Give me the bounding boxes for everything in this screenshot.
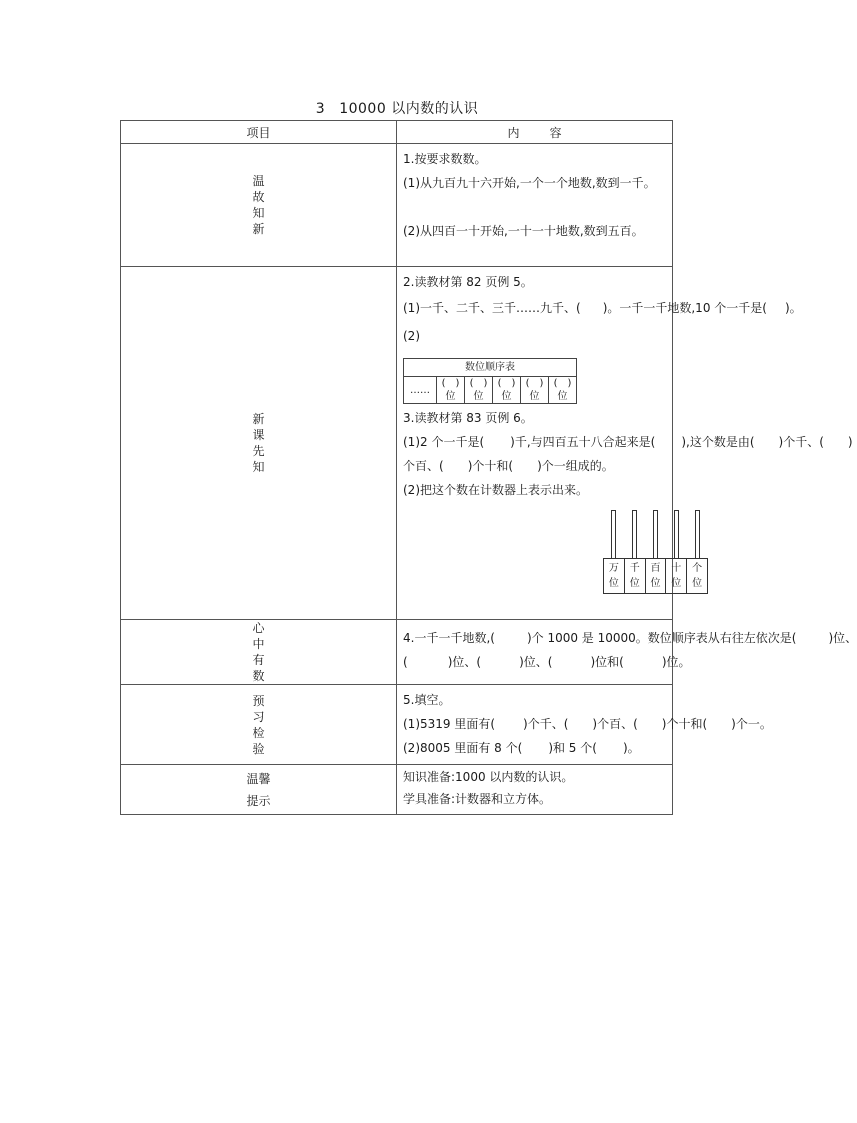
review-label-char: 故: [252, 190, 265, 204]
mind-row: [121, 620, 673, 685]
text-fragment: (1)2 个一千是(: [403, 435, 485, 449]
tips-content: [397, 765, 673, 815]
text-fragment: )千,与四百五十八合起来是(: [510, 435, 656, 449]
abacus-rod: [632, 510, 637, 558]
review-line-1: 1.按要求数数。: [403, 152, 487, 166]
header-content-a: 内: [507, 125, 520, 140]
text-fragment: (2)8005 里面有 8 个(: [403, 741, 523, 755]
place-value-cell[interactable]: [465, 377, 493, 404]
newlesson-line-6: [403, 454, 666, 478]
header-item: 项目: [121, 121, 397, 144]
preview-line-3: [403, 736, 666, 760]
text-fragment: )个 1000 是 10000。数位顺序表从右往左依次是(: [526, 631, 797, 645]
newlesson-label-char: 课: [252, 428, 265, 442]
preview-label-char: 预: [252, 693, 265, 708]
abacus: [603, 510, 708, 596]
text-fragment: (1)5319 里面有(: [403, 717, 496, 731]
cell-unit: 位: [557, 391, 568, 402]
place-value-cell[interactable]: [549, 377, 577, 404]
text-fragment: )个十和(: [467, 459, 514, 473]
place-value-cell[interactable]: [493, 377, 521, 404]
newlesson-label-char: 知: [252, 460, 265, 474]
abacus-place-ten-thousands: 万 位: [604, 559, 625, 593]
text-fragment: )位、: [828, 631, 857, 645]
title-text: 10000 以内数的认识: [339, 101, 479, 117]
header-content-b: 容: [549, 125, 562, 140]
title-number: 3: [315, 101, 326, 117]
cell-blank: ( ): [553, 378, 572, 389]
text-fragment: )。一千一千地数,10 个一千是(: [602, 301, 767, 315]
review-content: [397, 144, 673, 267]
cell-unit: 位: [529, 391, 540, 402]
place-value-title: 数位顺序表: [404, 359, 577, 377]
newlesson-content: [397, 267, 853, 620]
cell-blank: ( ): [441, 378, 460, 389]
abacus-rod: [695, 510, 700, 558]
preview-content: [397, 685, 772, 765]
mind-content: [397, 620, 857, 685]
review-line-3: (2)从四百一十开始,一十一十地数,数到五百。: [403, 224, 644, 238]
text-fragment: 个百、(: [403, 459, 444, 473]
text-fragment: )位和(: [590, 655, 624, 669]
text-fragment: )位、(: [447, 655, 482, 669]
text-fragment: 4.一千一千地数,(: [403, 631, 495, 645]
text-fragment: )个十和(: [661, 717, 708, 731]
place-value-cell[interactable]: [521, 377, 549, 404]
abacus-place-hundreds: 百 位: [646, 559, 667, 593]
mind-label-char: 心: [252, 621, 265, 635]
preview-label-char: 习: [252, 709, 265, 724]
abacus-rod: [611, 510, 616, 558]
text-fragment: )位。: [661, 655, 691, 669]
text-fragment: (1)一千、二千、三千……九千、(: [403, 301, 581, 315]
review-label-char: 知: [252, 206, 265, 220]
tips-row: [121, 765, 673, 815]
preview-line-1: 5.填空。: [403, 693, 451, 707]
newlesson-line-5: [403, 430, 853, 454]
mind-label: [121, 620, 397, 685]
page-title: [0, 98, 794, 118]
preview-row: [121, 685, 673, 765]
mind-line-1: [403, 626, 857, 650]
header-row: [121, 121, 673, 144]
place-value-dots: ……: [404, 377, 437, 404]
text-fragment: )个一。: [731, 717, 772, 731]
tips-label-line: 提示: [246, 793, 271, 808]
mind-label-char: 数: [252, 669, 265, 683]
cell-blank: ( ): [469, 378, 488, 389]
text-fragment: )个一组成的。: [537, 459, 614, 473]
tips-line-1: 知识准备:1000 以内数的认识。: [403, 770, 574, 784]
newlesson-label-char: 先: [252, 444, 265, 458]
tips-line-2: 学具准备:计数器和立方体。: [403, 792, 552, 806]
text-fragment: )位、(: [519, 655, 553, 669]
lesson-table: [120, 120, 857, 815]
text-fragment: )。: [784, 301, 802, 315]
abacus-base: [603, 558, 708, 594]
cell-blank: ( ): [525, 378, 544, 389]
newlesson-label: [121, 267, 397, 620]
review-label-char: 新: [252, 222, 265, 236]
abacus-place-tens: 十 位: [666, 559, 687, 593]
cell-unit: 位: [501, 391, 512, 402]
newlesson-line-1: 2.读教材第 82 页例 5。: [403, 275, 533, 289]
newlesson-line-7: (2)把这个数在计数器上表示出来。: [403, 483, 588, 497]
review-line-2: (1)从九百九十六开始,一个一个地数,数到一千。: [403, 176, 656, 190]
newlesson-line-3: (2): [403, 329, 420, 343]
newlesson-line-4: 3.读教材第 83 页例 6。: [403, 411, 533, 425]
tips-label-line: 温馨: [246, 771, 271, 786]
review-row: [121, 144, 673, 267]
preview-label-char: 验: [252, 741, 265, 756]
text-fragment: )个千、(: [523, 717, 569, 731]
abacus-place-ones: 个 位: [692, 563, 703, 589]
preview-label-char: 检: [252, 725, 265, 740]
tips-label: [121, 765, 397, 815]
place-value-table: [403, 358, 577, 404]
review-label: [121, 144, 397, 267]
newlesson-label-char: 新: [252, 412, 265, 426]
text-fragment: )个百、(: [592, 717, 638, 731]
text-fragment: ): [847, 435, 853, 449]
review-label-char: 温: [252, 174, 265, 188]
header-content: [397, 121, 673, 144]
abacus-place-thousands: 千 位: [625, 559, 646, 593]
cell-unit: 位: [473, 391, 484, 402]
mind-label-char: 中: [252, 637, 265, 651]
text-fragment: )和 5 个(: [548, 741, 597, 755]
abacus-rod: [653, 510, 658, 558]
newlesson-row: [121, 267, 673, 620]
cell-blank: ( ): [497, 378, 516, 389]
abacus-rod: [674, 510, 679, 558]
cell-unit: 位: [445, 391, 456, 402]
text-fragment: ),这个数是由(: [681, 435, 755, 449]
text-fragment: )个千、(: [778, 435, 824, 449]
mind-line-2: [403, 650, 691, 674]
text-fragment: )。: [622, 741, 640, 755]
preview-label: [121, 685, 397, 765]
newlesson-line-2: [403, 296, 802, 320]
place-value-cell[interactable]: [437, 377, 465, 404]
text-fragment: (: [403, 655, 408, 669]
mind-label-char: 有: [252, 653, 265, 667]
preview-line-2: [403, 712, 772, 736]
